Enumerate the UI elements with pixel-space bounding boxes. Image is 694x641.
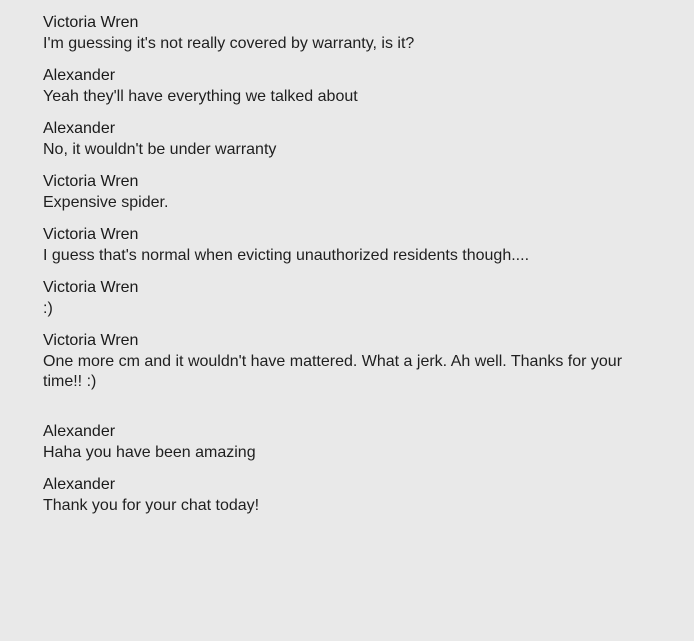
message-text: :) xyxy=(43,300,53,317)
chat-message xyxy=(43,331,644,392)
chat-message xyxy=(43,475,644,516)
chat-message xyxy=(43,422,644,463)
message-sender: Victoria Wren xyxy=(43,14,139,31)
chat-message xyxy=(43,278,644,319)
message-sender: Alexander xyxy=(43,120,116,137)
chat-message xyxy=(43,172,644,213)
message-sender: Victoria Wren xyxy=(43,226,139,243)
chat-message xyxy=(43,66,644,107)
message-text: Haha you have been amazing xyxy=(43,444,256,461)
message-text: One more cm and it wouldn't have mattered. What a jerk. Ah well. Thanks for your time!! :) xyxy=(43,353,623,390)
message-text: I guess that's normal when evicting unauthorized residents though.... xyxy=(43,247,530,264)
message-text: Thank you for your chat today! xyxy=(43,497,260,514)
message-sender: Alexander xyxy=(43,423,116,440)
message-text: Yeah they'll have everything we talked about xyxy=(43,88,358,105)
message-text: No, it wouldn't be under warranty xyxy=(43,141,277,158)
message-sender: Victoria Wren xyxy=(43,279,139,296)
message-sender: Victoria Wren xyxy=(43,332,139,349)
message-sender: Victoria Wren xyxy=(43,173,139,190)
message-sender: Alexander xyxy=(43,476,116,493)
message-text: I'm guessing it's not really covered by warranty, is it? xyxy=(43,35,415,52)
chat-message xyxy=(43,13,644,54)
chat-message xyxy=(43,225,644,266)
message-sender: Alexander xyxy=(43,67,116,84)
chat-message xyxy=(43,119,644,160)
message-text: Expensive spider. xyxy=(43,194,169,211)
